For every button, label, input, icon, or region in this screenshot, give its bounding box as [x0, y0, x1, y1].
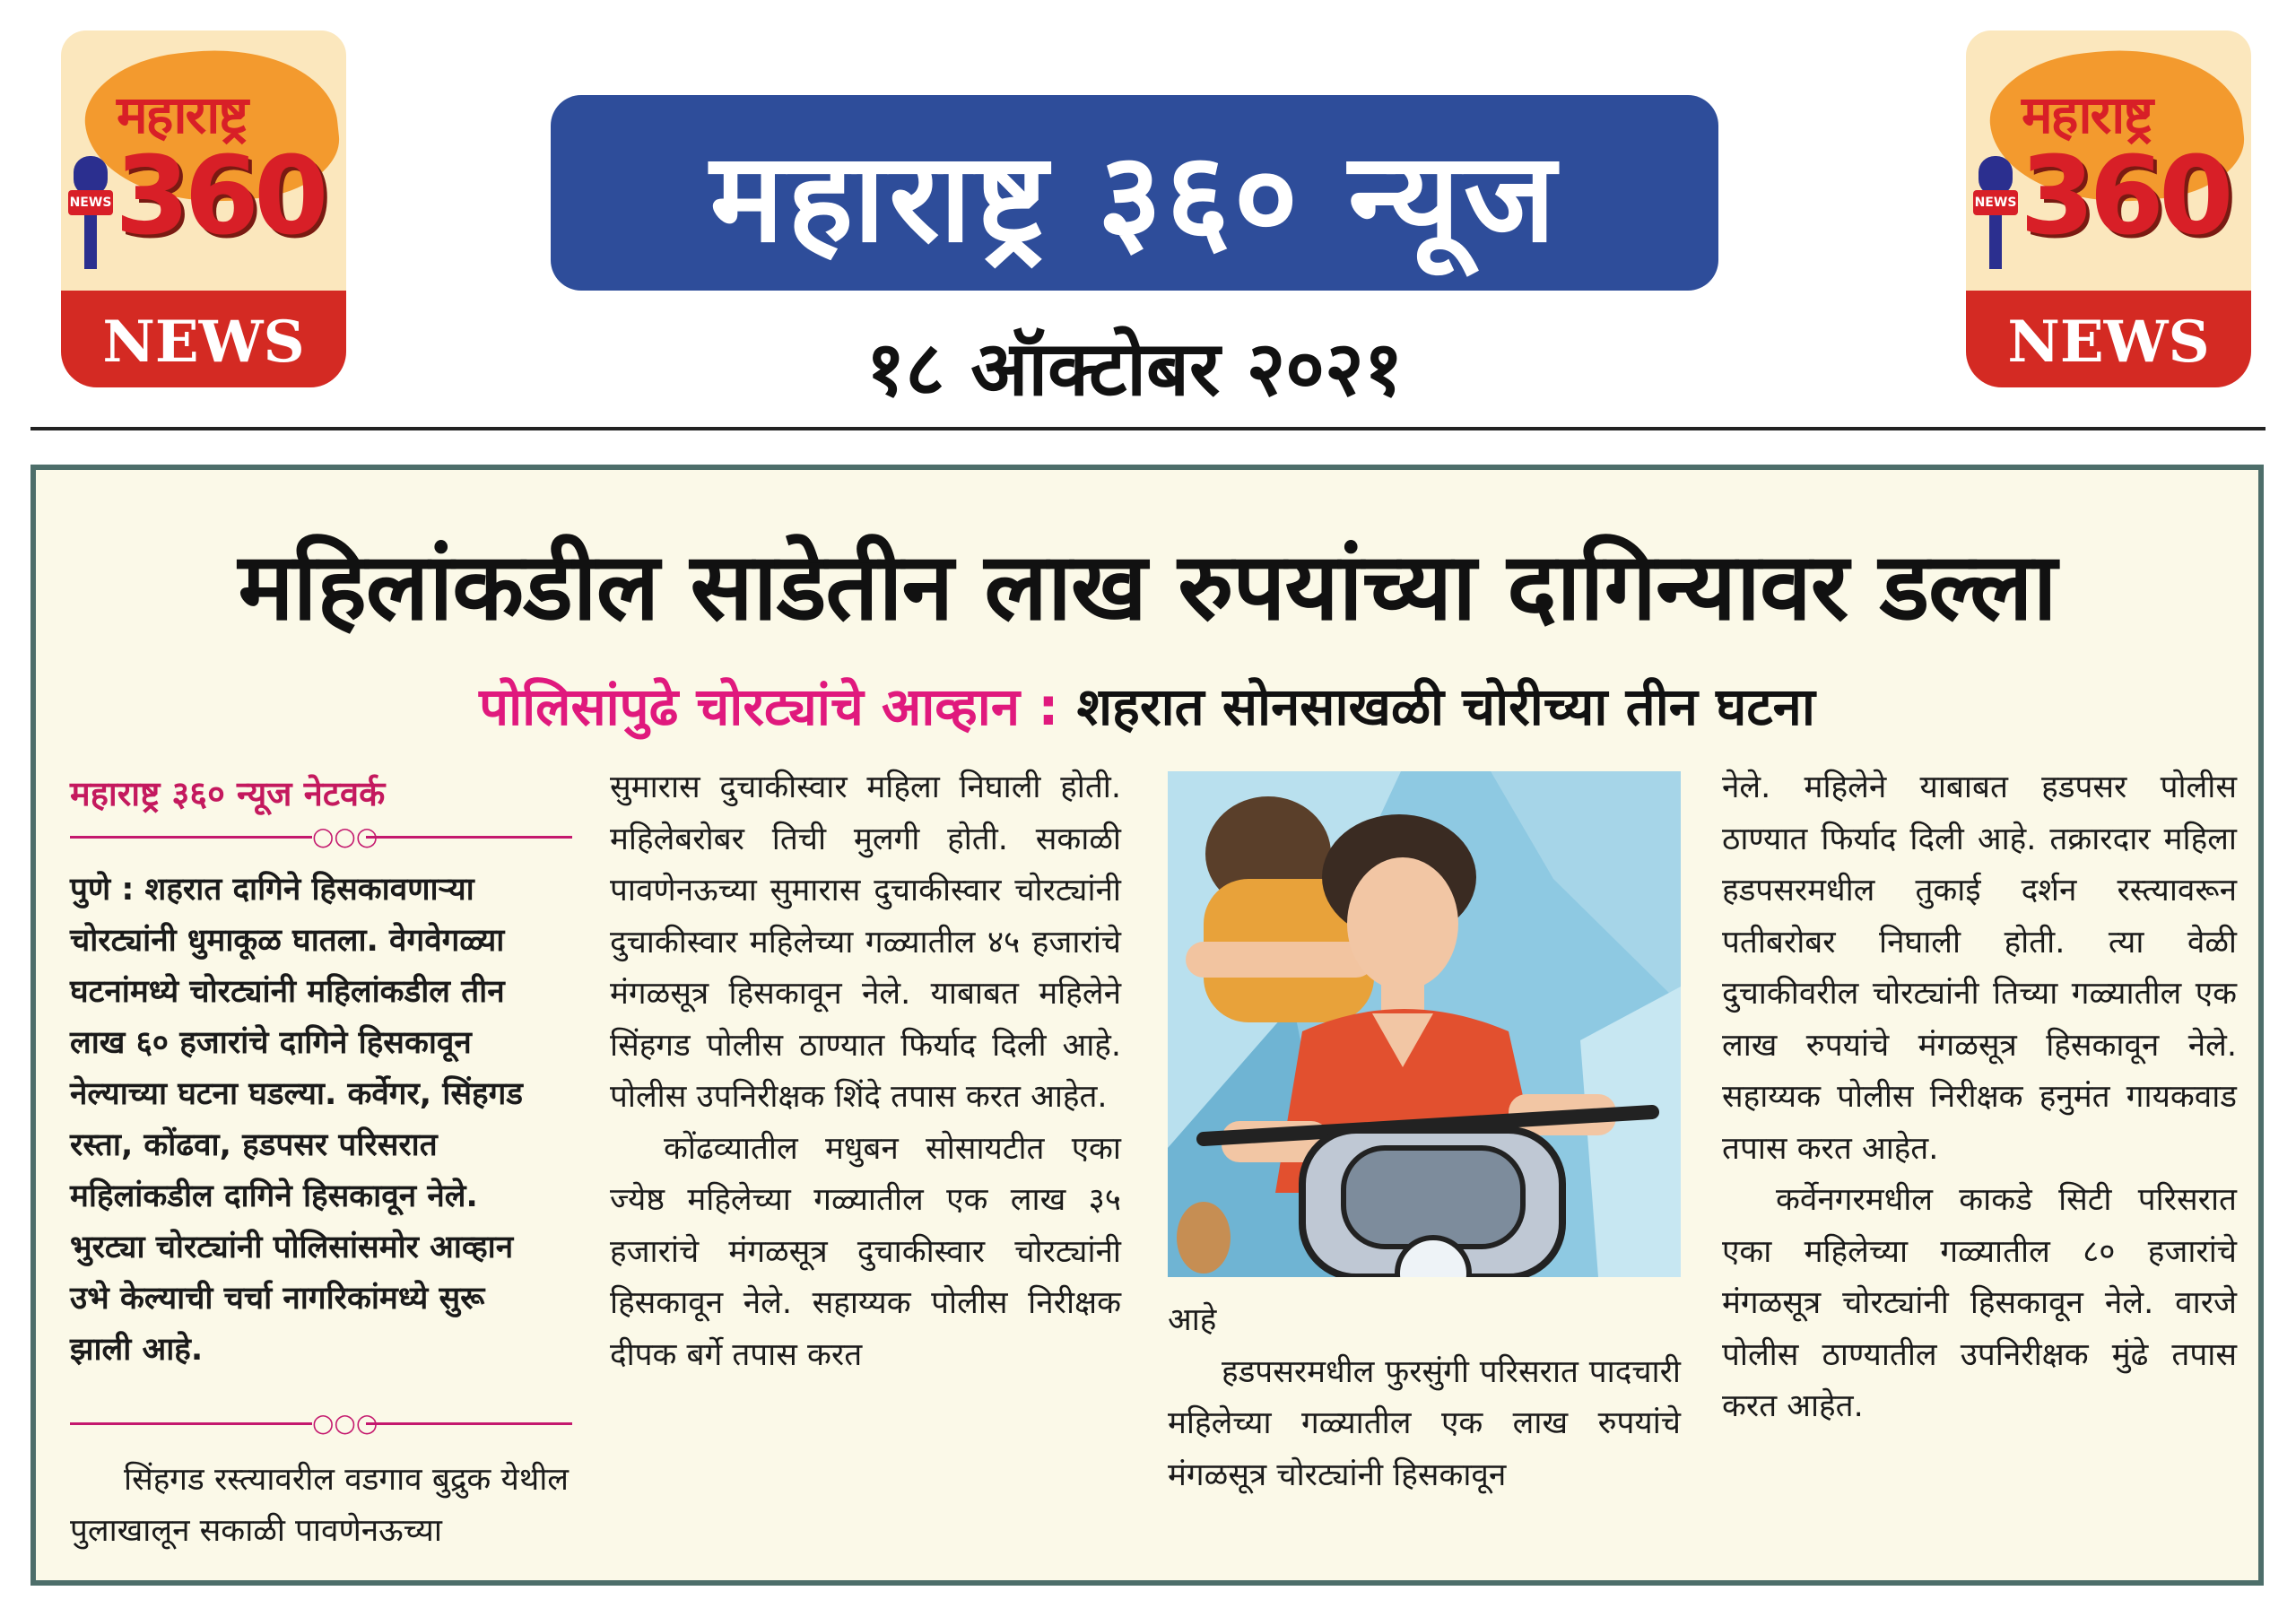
logo-news-word: NEWS	[102, 309, 305, 376]
masthead-banner	[551, 95, 1718, 291]
column-4-body	[1722, 762, 2237, 1433]
logo-number: 360	[2020, 135, 2229, 259]
logo-brand-text: महाराष्ट्र	[2022, 84, 2152, 145]
column-3-body	[1168, 1295, 1681, 1501]
subhead-rest: शहरात सोनसाखळी चोरीच्या तीन घटना	[1076, 676, 1815, 737]
ornament-divider-icon: ○○○	[70, 1422, 572, 1425]
byline: महाराष्ट्र ३६० न्यूज नेटवर्क	[70, 774, 386, 813]
logo-bottom-panel	[1966, 291, 2251, 387]
logo-left	[61, 30, 346, 387]
column-2-body	[610, 762, 1121, 1381]
article-box	[30, 465, 2264, 1586]
logo-top-panel	[1966, 30, 2251, 291]
intro-text: पुणे : शहरात दागिने हिसकावणाऱ्या चोरट्यांनी धुमाकूळ घातला. वेगवेगळ्या घटनांमध्ये चोरट्यांनी महिलांकडील तीन लाख ६० हजारांचे दागिने हिसकावून नेल्याच्या घटना घडल्या. कर्वेगर, सिंहगड रस्ता, कोंढवा, हडपसर परिसरात महिलांकडील दागिने हिसकावून नेले. भुरट्या चोरट्यांनी पोलिसांसमोर आव्हान उभे केल्याची चर्चा नागरिकांमध्ये सुरू झाली आहे.	[70, 872, 524, 1368]
paragraph: आहे	[1168, 1302, 1217, 1338]
article-intro	[70, 865, 554, 1376]
logo-top-panel	[61, 30, 346, 291]
logo-news-word: NEWS	[2007, 309, 2210, 376]
mic-tag: NEWS	[1973, 190, 2018, 215]
edition-date: १८ ऑक्टोबर २०२१	[865, 325, 1404, 413]
mic-tag: NEWS	[68, 190, 113, 215]
masthead-rule	[30, 427, 2266, 430]
paragraph: नेले. महिलेने याबाबत हडपसर पोलीस ठाण्यात फिर्याद दिली आहे. तक्रारदार महिला हडपसरमधील तुकाई दर्शन रस्त्यावरून पतीबरोबर निघाली होती. त्या वेळी दुचाकीवरील चोरट्यांनी तिच्या गळ्यातील एक लाख रुपयांचे मंगळसूत्र हिसकावून नेले. सहाय्यक पोलीस निरीक्षक हनुमंत गायकवाड तपास करत आहेत.	[1722, 769, 2237, 1167]
logo-brand-text: महाराष्ट्र	[117, 84, 248, 145]
motorcycle-thieves-illustration	[1168, 771, 1681, 1277]
paragraph: कोंढव्यातील मधुबन सोसायटीत एका ज्येष्ठ महिलेच्या गळ्यातील एक लाख ३५ हजारांचे मंगळसूत्र दुचाकीस्वार चोरट्यांनी हिसकावून नेले. सहाय्यक पोलीस निरीक्षक दीपक बर्गे तपास करत	[610, 1130, 1121, 1373]
ornament-divider-icon: ○○○	[70, 836, 572, 839]
logo-bottom-panel	[61, 291, 346, 387]
logo-number: 360	[115, 135, 324, 259]
article-headline: महिलांकडील साडेतीन लाख रुपयांच्या दागिन्यावर डल्ला	[238, 532, 2057, 641]
microphone-icon	[69, 156, 112, 264]
paragraph: सुमारास दुचाकीस्वार महिला निघाली होती. महिलेबरोबर तिची मुलगी होती. सकाळी पावणेनऊच्या सुमारास दुचाकीस्वार चोरट्यांनी दुचाकीस्वार महिलेच्या गळ्यातील ४५ हजारांचे मंगळसूत्र हिसकावून नेले. याबाबत महिलेने सिंहगड पोलीस ठाण्यात फिर्याद दिली आहे. पोलीस उपनिरीक्षक शिंदे तपास करत आहेत.	[610, 769, 1121, 1115]
article-subhead	[36, 669, 2258, 740]
microphone-icon	[1974, 156, 2017, 264]
paragraph: हडपसरमधील फुरसुंगी परिसरात पादचारी महिलेच्या गळ्यातील एक लाख रुपयांचे मंगळसूत्र चोरट्यांनी हिसकावून	[1168, 1353, 1681, 1493]
paragraph: सिंहगड रस्त्यावरील वडगाव बुद्रुक येथील पुलाखालून सकाळी पावणेनऊच्या	[70, 1462, 569, 1549]
column-1-body	[70, 1455, 569, 1557]
masthead-title: महाराष्ट्र ३६० न्यूज	[709, 126, 1560, 270]
paragraph: कर्वेनगरमधील काकडे सिटी परिसरात एका महिलेच्या गळ्यातील ८० हजारांचे मंगळसूत्र चोरट्यांनी हिसकावून नेले. वारजे पोलीस ठाण्यातील उपनिरीक्षक मुंढे तपास करत आहेत.	[1722, 1182, 2237, 1424]
logo-right	[1966, 30, 2251, 387]
subhead-lead: पोलिसांपुढे चोरट्यांचे आव्हान :	[479, 676, 1059, 737]
